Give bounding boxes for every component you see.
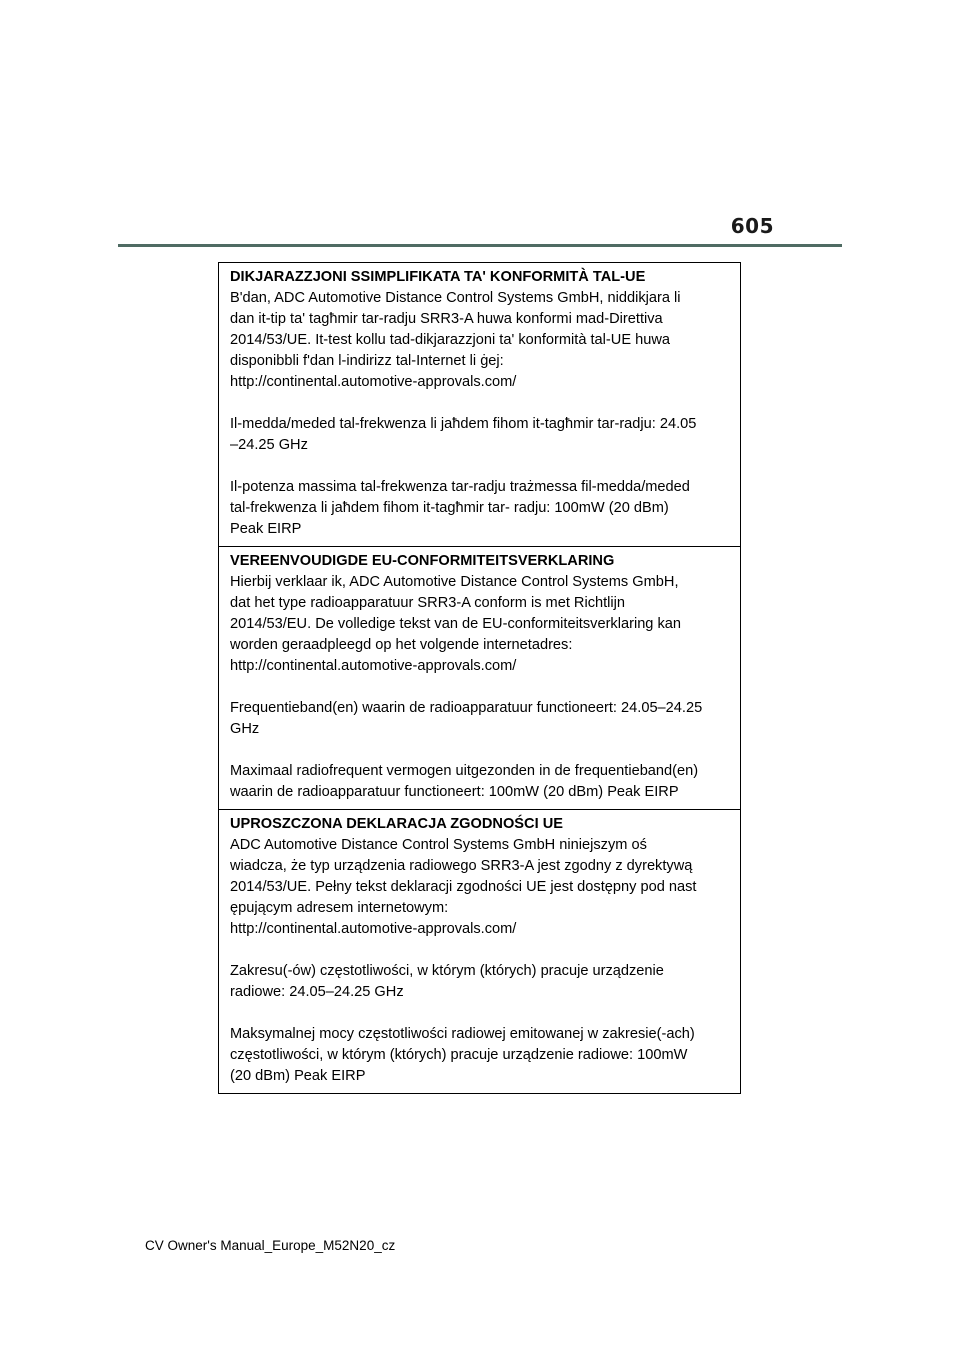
footer-manual-id: CV Owner's Manual_Europe_M52N20_cz <box>145 1238 396 1253</box>
section-paragraph: ADC Automotive Distance Control Systems GmbH niniejszym oś wiadcza, że typ urządzenia radiowego SRR3-A jest zgodny z dyrektywą 2014/53/UE. Pełny tekst deklaracji zgodności UE jest dostępny pod nast ępującym adresem internetowym: http://continental.automotive-approvals.com/ <box>230 837 697 937</box>
section-paragraph: Il-medda/meded tal-frekwenza li jaħdem fihom it-tagħmir tar-radju: 24.05 –24.25 GHz <box>230 416 697 453</box>
section-paragraph: Zakresu(-ów) częstotliwości, w którym (których) pracuje urządzenie radiowe: 24.05–24.25 GHz <box>230 963 664 1000</box>
section-title: VEREENVOUDIGDE EU-CONFORMITEITSVERKLARING <box>230 553 615 569</box>
declaration-table <box>218 262 741 1094</box>
section-paragraph: B'dan, ADC Automotive Distance Control Systems GmbH, niddikjara li dan it-tip ta' tagħmir tar-radju SRR3-A huwa konformi mad-Direttiva 2014/53/UE. It-test kollu tad-dikjarazzjoni ta' konformità tal-UE huwa disponibbli f'dan l-indirizz tal-Internet li ġej: http://continental.automotive-approvals.com/ <box>230 290 681 390</box>
declaration-section-polish <box>219 810 740 1093</box>
declaration-section-dutch <box>219 547 740 810</box>
section-title: UPROSZCZONA DEKLARACJA ZGODNOŚCI UE <box>230 816 563 832</box>
section-paragraph: Hierbij verklaar ik, ADC Automotive Distance Control Systems GmbH, dat het type radioapparatuur SRR3-A conform is met Richtlijn 2014/53/EU. De volledige tekst van de EU-conformiteitsverklaring kan worden geraadpleegd op het volgende internetadres: http://continental.automotive-approvals.com/ <box>230 574 682 674</box>
declaration-section-maltese <box>219 263 740 547</box>
page-number: 605 <box>730 214 774 238</box>
section-title: DIKJARAZZJONI SSIMPLIFIKATA TA' KONFORMITÀ TAL-UE <box>230 269 646 285</box>
section-paragraph: Il-potenza massima tal-frekwenza tar-radju trażmessa fil-medda/meded tal-frekwenza li jaħdem fihom it-tagħmir tar- radju: 100mW (20 dBm) Peak EIRP <box>230 479 690 537</box>
section-paragraph: Maksymalnej mocy częstotliwości radiowej emitowanej w zakresie(-ach) częstotliwości, w którym (których) pracuje urządzenie radiowe: 100mW (20 dBm) Peak EIRP <box>230 1026 695 1084</box>
section-paragraph: Frequentieband(en) waarin de radioapparatuur functioneert: 24.05–24.25 GHz <box>230 700 703 737</box>
section-paragraph: Maximaal radiofrequent vermogen uitgezonden in de frequentieband(en) waarin de radioapparatuur functioneert: 100mW (20 dBm) Peak EIRP <box>230 763 699 800</box>
header-rule <box>118 244 842 247</box>
